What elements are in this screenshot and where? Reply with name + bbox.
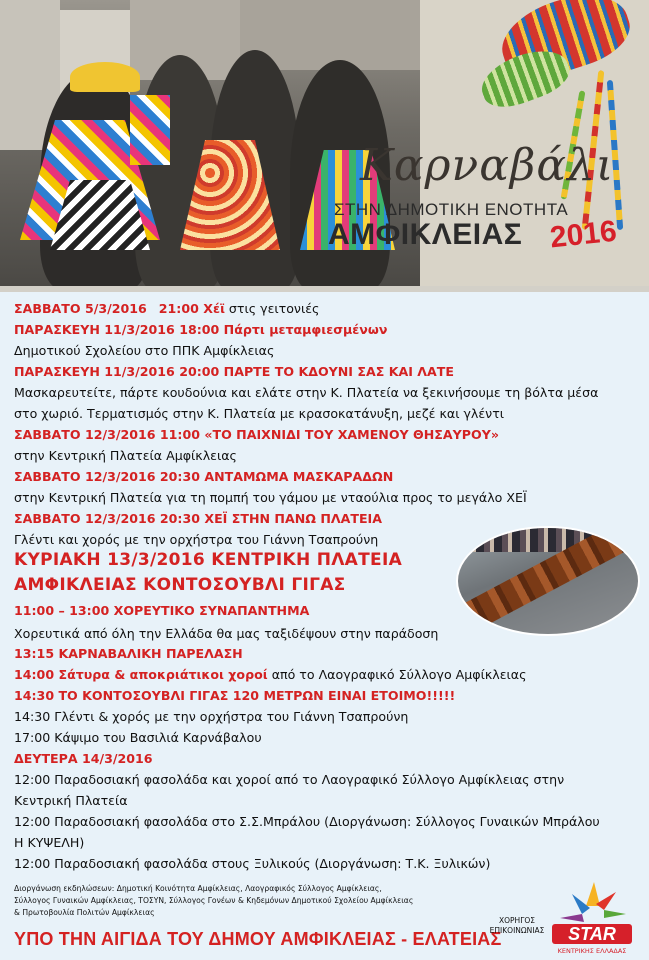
organizers-line: Διοργάνωση εκδηλώσεων: Δημοτική Κοινότητα Αμφίκλειας, Λαογραφικός Σύλλογος Αμφίκλειας,	[14, 884, 382, 893]
program-text: στο χωριό. Τερματισμός στην Κ. Πλατεία με κρασοκατάνυξη, μεζέ και γλέντι	[14, 406, 505, 421]
program-heading: 14:00 Σάτυρα & αποκριάτικοι χοροί	[14, 667, 268, 682]
program-text: 12:00 Παραδοσιακή φασολάδα και χοροί από το Λαογραφικό Σύλλογο Αμφίκλειας στην	[14, 772, 565, 787]
title-town: ΑΜΦΙΚΛΕΙΑΣ	[328, 218, 523, 251]
program-heading: 13:15 ΚΑΡΝΑΒΑΛΙΚΗ ΠΑΡΕΛΑΣΗ	[14, 646, 243, 661]
program-text: Η ΚΥΨΕΛΗ)	[14, 835, 85, 850]
sponsor-line: ΕΠΙΚΟΙΝΩΝΙΑΣ	[489, 926, 545, 935]
star-logo-icon	[546, 880, 636, 956]
program-text: στην Κεντρική Πλατεία για τη πομπή του γάμου με νταούλια προς το μεγάλο ΧΕΪ	[14, 490, 527, 505]
organizers-line: Σύλλογος Γυναικών Αμφίκλειας, ΤΟΣΥΝ, Σύλλογος Γονέων & Κηδεμόνων Δημοτικού Σχολείου Αμφίκλειας	[14, 896, 414, 905]
logo-text: STAR	[568, 924, 616, 944]
program-heading: ΣΑΒΒΑΤΟ 12/3/2016 11:00 «ΤΟ ΠΑΙΧΝΙΔΙ ΤΟΥ ΧΑΜΕΝΟΥ ΘΗΣΑΥΡΟΥ»	[14, 427, 499, 442]
program-heading: 11:00 – 13:00 ΧΟΡΕΥΤΙΚΟ ΣΥΝΑΠΑΝΤΗΜΑ	[14, 603, 310, 618]
organizers-line: & Πρωτοβουλία Πολιτών Αμφίκλειας	[14, 908, 155, 917]
program-text: από το Λαογραφικό Σύλλογο Αμφίκλειας	[271, 667, 527, 682]
program-time: 21:00 Χέϊ	[158, 301, 225, 316]
program-heading: ΣΑΒΒΑΤΟ 12/3/2016 20:30 ΑΝΤΑΜΩΜΑ ΜΑΣΚΑΡΑΔΩΝ	[14, 469, 394, 484]
program-heading: ΔΕΥΤΕΡΑ 14/3/2016	[14, 751, 153, 766]
logo-subtext: ΚΕΝΤΡΙΚΗΣ ΕΛΛΑΔΑΣ	[557, 947, 627, 955]
title-year: 2016	[548, 214, 619, 255]
program-text: στην Κεντρική Πλατεία Αμφίκλειας	[14, 448, 237, 463]
program-text: 14:30 Γλέντι & χορός με την ορχήστρα του Γιάννη Τσαπρούνη	[14, 709, 409, 724]
program-text: Κεντρική Πλατεία	[14, 793, 128, 808]
program-text: Δημοτικού Σχολείου στο ΠΠΚ Αμφίκλειας	[14, 343, 275, 358]
title-script: Καρναβάλι	[360, 140, 615, 191]
program-heading: ΠΑΡΑΣΚΕΥΗ 11/3/2016 18:00 Πάρτι μεταμφιεσμένων	[14, 322, 388, 337]
sponsor-line: ΧΟΡΗΓΟΣ	[498, 916, 536, 925]
program-line	[14, 667, 527, 682]
sponsor-label	[486, 916, 548, 936]
giant-souvlaki-photo	[456, 526, 640, 636]
star-logo	[546, 880, 636, 956]
program-text: 12:00 Παραδοσιακή φασολάδα στο Σ.Σ.Μπράλου (Διοργάνωση: Σύλλογος Γυναικών Μπράλου	[14, 814, 600, 829]
auspices-title: ΥΠΟ ΤΗΝ ΑΙΓΙΔΑ ΤΟΥ ΔΗΜΟΥ ΑΜΦΙΚΛΕΙΑΣ - ΕΛΑΤΕΙΑΣ	[14, 929, 502, 949]
poster-title-block	[300, 120, 640, 280]
program-heading: 14:30 ΤΟ ΚΟΝΤΟΣΟΥΒΛΙ ΓΙΓΑΣ 120 ΜΕΤΡΩΝ ΕΙΝΑΙ ΕΤΟΙΜΟ!!!!!	[14, 688, 456, 703]
title-subtitle: ΣΤΗΝ ΔΗΜΟΤΙΚΗ ΕΝΟΤΗΤΑ	[334, 200, 569, 219]
program-text: 17:00 Κάψιμο του Βασιλιά Καρνάβαλου	[14, 730, 262, 745]
program-big-heading: ΚΥΡΙΑΚΗ 13/3/2016 ΚΕΝΤΡΙΚΗ ΠΛΑΤΕΙΑ	[14, 550, 403, 570]
program-text: 12:00 Παραδοσιακή φασολάδα στους Ξυλικούς (Διοργάνωση: Τ.Κ. Ξυλικών)	[14, 856, 491, 871]
program-text: Γλέντι και χορός με την ορχήστρα του Γιάννη Τσαπρούνη	[14, 532, 379, 547]
program-heading: ΠΑΡΑΣΚΕΥΗ 11/3/2016 20:00 ΠΑΡΤΕ ΤΟ ΚΔΟΥΝΙ ΣΑΣ ΚΑΙ ΛΑΤΕ	[14, 364, 454, 379]
program-line	[14, 301, 319, 316]
header-divider	[0, 286, 649, 292]
organizers-text	[14, 883, 454, 919]
program-big-heading: ΑΜΦΙΚΛΕΙΑΣ ΚΟΝΤΟΣΟΥΒΛΙ ΓΙΓΑΣ	[14, 575, 346, 595]
program-date: ΣΑΒΒΑΤΟ 5/3/2016	[14, 301, 147, 316]
poster-header	[0, 0, 649, 290]
program-heading: ΣΑΒΒΑΤΟ 12/3/2016 20:30 ΧΕΪ ΣΤΗΝ ΠΑΝΩ ΠΛΑΤΕΙΑ	[14, 511, 382, 526]
program-text: στις γειτονιές	[228, 301, 320, 316]
program-text: Μασκαρευτείτε, πάρτε κουδούνια και ελάτε στην Κ. Πλατεία να ξεκινήσουμε τη βόλτα μέσα	[14, 385, 599, 400]
program-text: Χορευτικά από όλη την Ελλάδα θα μας ταξιδέψουν στην παράδοση	[14, 626, 439, 641]
